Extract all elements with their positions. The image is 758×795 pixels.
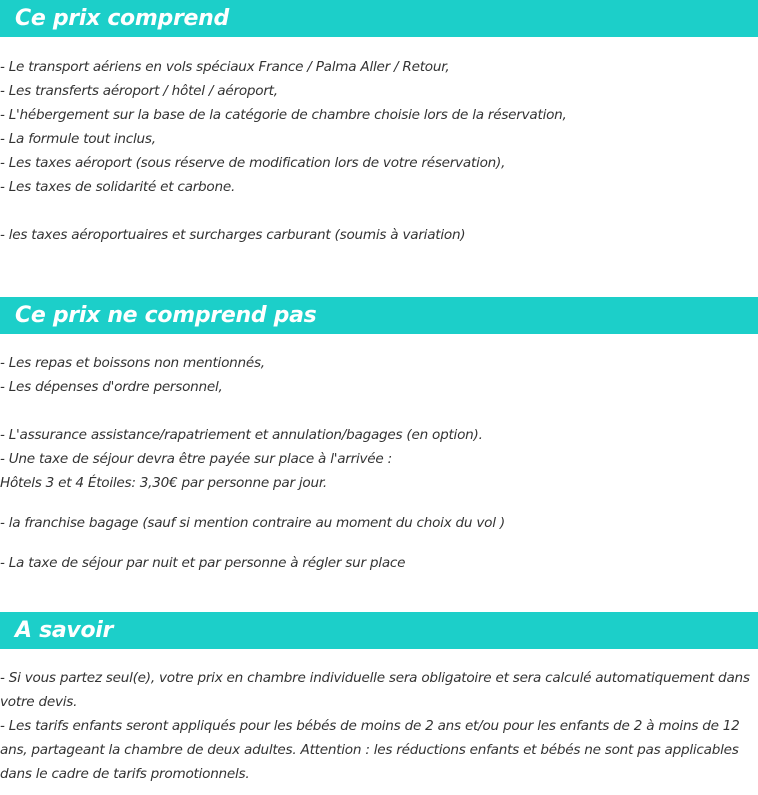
list-item: - Les taxes de solidarité et carbone.	[0, 179, 236, 195]
list-item: - les taxes aéroportuaires et surcharges carburant (soumis à variation)	[0, 227, 466, 243]
list-item: - La taxe de séjour par nuit et par personne à régler sur place	[0, 555, 406, 571]
section-not-included	[0, 297, 758, 575]
list-item: - Le transport aériens en vols spéciaux France / Palma Aller / Retour,	[0, 59, 450, 75]
section-body	[0, 334, 758, 575]
list-item: - Les transferts aéroport / hôtel / aéroport,	[0, 83, 278, 99]
section-title: Ce prix comprend	[15, 6, 229, 31]
list-item: - la franchise bagage (sauf si mention contraire au moment du choix du vol )	[0, 515, 505, 531]
list-item: - Les tarifs enfants seront appliqués pour les bébés de moins de 2 ans et/ou pour les enfants de 2 à moins de 12 ans, partageant la chambre de deux adultes. Attention : les réductions enfants et bébés ne sont pas applicables dans le cadre de tarifs promotionnels.	[0, 718, 740, 782]
section-body	[0, 649, 758, 786]
list-item: - Si vous partez seul(e), votre prix en chambre individuelle sera obligatoire et sera calculé automatiquement dans votre devis.	[0, 670, 750, 710]
list-item: - La formule tout inclus,	[0, 131, 156, 147]
list-item: - Les dépenses d'ordre personnel,	[0, 379, 223, 395]
list-item: Hôtels 3 et 4 Étoiles: 3,30€ par personne par jour.	[0, 475, 327, 491]
section-header	[0, 297, 758, 334]
list-item: - Les repas et boissons non mentionnés,	[0, 355, 265, 371]
list-item: - Une taxe de séjour devra être payée sur place à l'arrivée :	[0, 451, 392, 467]
section-body	[0, 37, 758, 247]
list-item: - L'assurance assistance/rapatriement et annulation/bagages (en option).	[0, 427, 483, 443]
section-title: Ce prix ne comprend pas	[15, 303, 317, 328]
list-item: - L'hébergement sur la base de la catégorie de chambre choisie lors de la réservation,	[0, 107, 567, 123]
section-good-to-know	[0, 612, 758, 786]
section-header	[0, 612, 758, 649]
section-header	[0, 0, 758, 37]
list-item: - Les taxes aéroport (sous réserve de modification lors de votre réservation),	[0, 155, 506, 171]
section-included	[0, 0, 758, 247]
section-title: A savoir	[15, 618, 114, 643]
